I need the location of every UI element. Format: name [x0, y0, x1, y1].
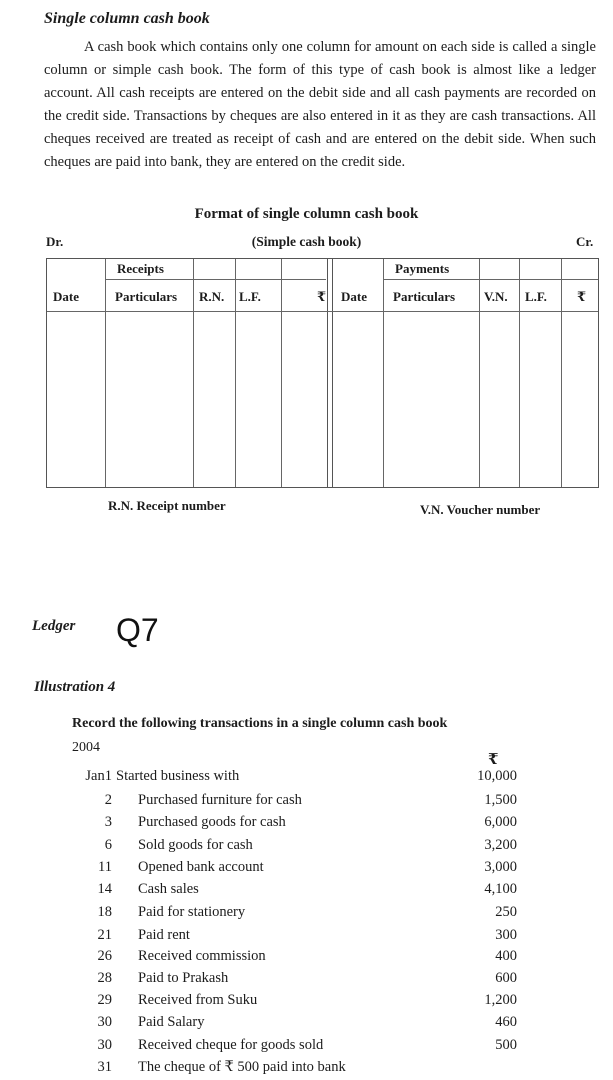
ledger-label: Ledger: [32, 618, 76, 634]
transaction-row: [0, 881, 613, 902]
receipts-subheader-line: [105, 279, 326, 280]
transaction-description: Purchased goods for cash: [138, 814, 286, 830]
transaction-date: Jan1: [85, 768, 112, 784]
transaction-row: [0, 1014, 613, 1035]
transaction-description: Received commission: [138, 948, 266, 964]
transaction-amount: 1,200: [484, 992, 517, 1008]
transaction-row: [0, 992, 613, 1013]
transaction-description: The cheque of ₹ 500 paid into bank: [138, 1059, 346, 1075]
debit-label: Dr.: [46, 234, 64, 249]
column-divider: [281, 259, 282, 487]
format-subtitle: (Simple cash book): [251, 234, 362, 249]
particulars-header: Particulars: [115, 289, 178, 304]
transaction-description: Cash sales: [138, 881, 199, 897]
transaction-date: 31: [97, 1059, 112, 1075]
transactions-year: 2004: [72, 740, 100, 755]
transaction-amount: 300: [495, 927, 517, 943]
date-header: Date: [53, 289, 79, 304]
transaction-amount: 250: [495, 904, 517, 920]
transaction-date: 26: [97, 948, 112, 964]
date-header-credit: Date: [341, 289, 367, 304]
transaction-description: Opened bank account: [138, 859, 264, 875]
cash-book-format-table: [46, 258, 599, 488]
paragraph-text: A cash book which contains only one column for amount on each side is called a single column or simple cash book. The form of this type of cash book is almost like a ledger account. All cash receipts are entered on the debit side and all cash payments are recorded on the credit side. Transactions by cheques are also entered in it as they are cash transactions. All cheques received are treated as receipt of cash and are entered on the debit side. When such cheques are paid into bank, they are entered on the credit side.: [44, 39, 596, 170]
rn-header: R.N.: [199, 289, 225, 304]
center-double-divider: [327, 259, 333, 487]
amount-currency-header: ₹: [488, 752, 499, 768]
lf-header: L.F.: [239, 289, 261, 304]
rupee-header: ₹: [317, 289, 327, 304]
transaction-date: 2: [104, 792, 112, 808]
transaction-date: 28: [97, 970, 112, 986]
transaction-row: [0, 814, 613, 835]
transaction-amount: 3,000: [484, 859, 517, 875]
transaction-description: Received from Suku: [138, 992, 258, 1008]
column-divider: [383, 259, 384, 487]
section-paragraph: [44, 36, 596, 174]
transaction-amount: 500: [495, 1037, 517, 1053]
transaction-description: Paid Salary: [138, 1014, 205, 1030]
transaction-row: [0, 768, 613, 789]
credit-label: Cr.: [576, 234, 594, 249]
payments-subheader-line: [383, 279, 598, 280]
transaction-amount: 600: [495, 970, 517, 986]
column-divider: [105, 259, 106, 487]
transaction-row: [0, 837, 613, 858]
transaction-date: 11: [98, 859, 112, 875]
transaction-amount: 6,000: [484, 814, 517, 830]
column-divider: [519, 259, 520, 487]
column-divider: [235, 259, 236, 487]
transaction-amount: 4,100: [484, 881, 517, 897]
column-divider: [479, 259, 480, 487]
column-divider: [561, 259, 562, 487]
receipts-header: Receipts: [117, 261, 164, 276]
transaction-row: [0, 859, 613, 880]
rupee-header-credit: ₹: [577, 289, 587, 304]
transaction-date: 30: [97, 1014, 112, 1030]
transaction-date: 3: [104, 814, 112, 830]
transaction-date: 18: [97, 904, 112, 920]
transaction-amount: 1,500: [484, 792, 517, 808]
column-divider: [193, 259, 194, 487]
transaction-row: [0, 1037, 613, 1058]
transaction-amount: 3,200: [484, 837, 517, 853]
transaction-amount: 10,000: [477, 768, 517, 784]
lf-header-credit: L.F.: [525, 289, 547, 304]
illustration-instruction: Record the following transactions in a single column cash book: [72, 716, 448, 731]
particulars-header-credit: Particulars: [393, 289, 456, 304]
transaction-description: Paid rent: [138, 927, 190, 943]
transaction-row: [0, 904, 613, 925]
transaction-date: 29: [97, 992, 112, 1008]
transaction-amount: 400: [495, 948, 517, 964]
transaction-description: Started business with: [116, 768, 240, 784]
transaction-date: 14: [97, 881, 112, 897]
transaction-date: 30: [97, 1037, 112, 1053]
transaction-description: Sold goods for cash: [138, 837, 253, 853]
question-label: Q7: [116, 612, 159, 648]
vn-header: V.N.: [484, 289, 508, 304]
section-heading: Single column cash book: [44, 10, 210, 27]
transaction-description: Purchased furniture for cash: [138, 792, 302, 808]
transaction-row: [0, 948, 613, 969]
transaction-description: Paid for stationery: [138, 904, 246, 920]
transaction-date: 6: [104, 837, 112, 853]
transaction-row: [0, 1059, 613, 1080]
transaction-row: [0, 970, 613, 991]
header-bottom-line: [47, 311, 598, 312]
transaction-date: 21: [97, 927, 112, 943]
footnote-receipt-number: R.N. Receipt number: [108, 498, 226, 513]
transaction-row: [0, 792, 613, 813]
transaction-description: Received cheque for goods sold: [138, 1037, 324, 1053]
transaction-amount: 460: [495, 1014, 517, 1030]
illustration-label: Illustration 4: [34, 679, 116, 695]
format-title: Format of single column cash book: [194, 206, 419, 222]
transaction-row: [0, 927, 613, 948]
payments-header: Payments: [395, 261, 450, 276]
footnote-voucher-number: V.N. Voucher number: [420, 502, 541, 517]
transaction-description: Paid to Prakash: [138, 970, 229, 986]
